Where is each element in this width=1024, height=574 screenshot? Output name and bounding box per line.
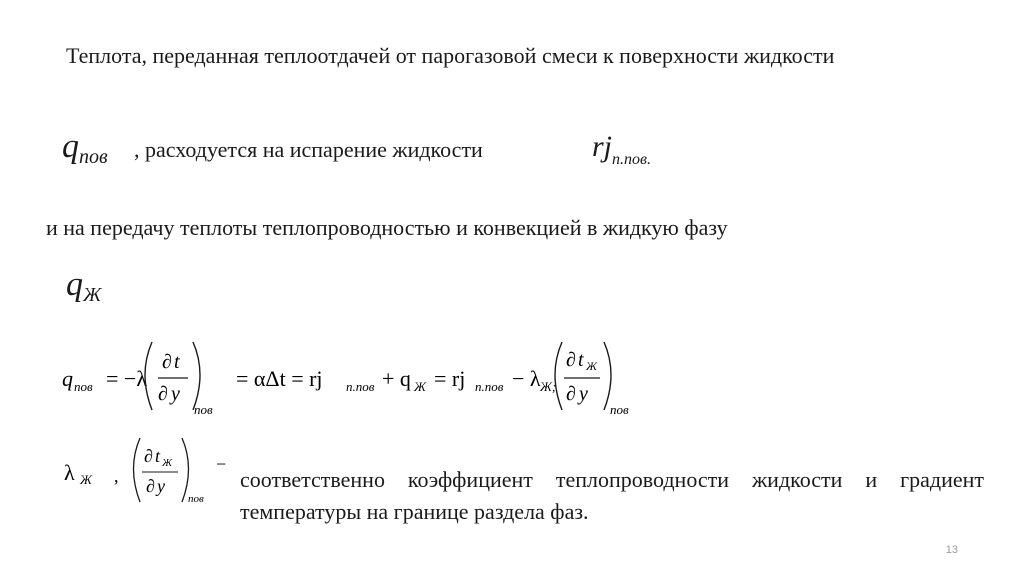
eq2-t-sub: Ж — [586, 359, 597, 373]
def-lambda-sub: Ж — [80, 472, 92, 487]
eq-paren-sub: пов — [194, 402, 213, 417]
eq-plus-q: + q — [382, 366, 411, 391]
eq-q: q — [62, 366, 73, 391]
page-number: 13 — [945, 544, 958, 556]
intro-text: Теплота, переданная теплоотдачей от парогазовой смеси к поверхности жидкости — [66, 43, 835, 68]
paren-right-1 — [193, 342, 200, 410]
def-paren-left — [134, 438, 141, 502]
paren-left-2 — [555, 342, 562, 410]
def-d-bottom: ∂ — [146, 476, 155, 496]
eq-rj2-sub: п.пов — [475, 379, 504, 394]
eq-minus-lambda: = −λ — [106, 366, 147, 391]
eq2-d-bottom: ∂ — [566, 383, 576, 405]
def-t-sub: Ж — [162, 457, 173, 469]
eq-rj-sub: п.пов — [346, 379, 375, 394]
q-letter: q — [62, 128, 79, 165]
intro-paragraph — [36, 42, 948, 70]
q-zh-symbol — [66, 266, 101, 304]
evaporation-text: , расходуется на испарение жидкости — [134, 137, 483, 162]
def-paren-sub: пов — [188, 493, 204, 505]
transfer-text: и на передачу теплоты теплопроводностью и конвекцией в жидкую фазу — [46, 215, 728, 240]
eq-t: t — [174, 351, 180, 373]
paren-right-2 — [604, 342, 611, 410]
def-lambda: λ — [64, 460, 75, 485]
rj-subscript: п.пов. — [612, 151, 651, 168]
def-d-top: ∂ — [144, 446, 153, 466]
def-y: y — [157, 476, 165, 496]
eq-d-top: ∂ — [162, 351, 172, 373]
q-subscript: пов — [79, 146, 108, 168]
eq2-t: t — [578, 349, 584, 371]
def-comma: , — [114, 466, 119, 486]
eq-alpha: = αΔt = rj — [236, 366, 323, 391]
eq-rj2: = rj — [434, 366, 466, 391]
definitions-symbols — [50, 432, 240, 508]
eq-q-sub: пов — [74, 379, 93, 394]
eq2-paren-sub: пов — [610, 402, 629, 417]
eq-qzh-sub: Ж — [414, 379, 426, 394]
definitions-text: соответственно коэффициент теплопроводности жидкости и градиент температуры на границе раздела фаз. — [240, 467, 984, 524]
eq2-y: y — [579, 383, 588, 405]
def-t: t — [155, 446, 161, 466]
qzh-letter: q — [66, 266, 83, 303]
q-pov-symbol — [62, 128, 108, 166]
main-equation — [50, 334, 650, 420]
eq-d-bottom: ∂ — [158, 383, 168, 405]
eq2-d-top: ∂ — [566, 349, 576, 371]
def-dash: − — [216, 454, 227, 474]
eq-y: y — [171, 383, 180, 405]
qzh-subscript: Ж — [83, 284, 102, 306]
rj-letters: rj — [592, 130, 613, 163]
eq-lambda-sub: Ж; — [540, 379, 557, 394]
rj-symbol — [592, 130, 651, 168]
eq-minus-lambda2: − λ — [512, 366, 541, 391]
